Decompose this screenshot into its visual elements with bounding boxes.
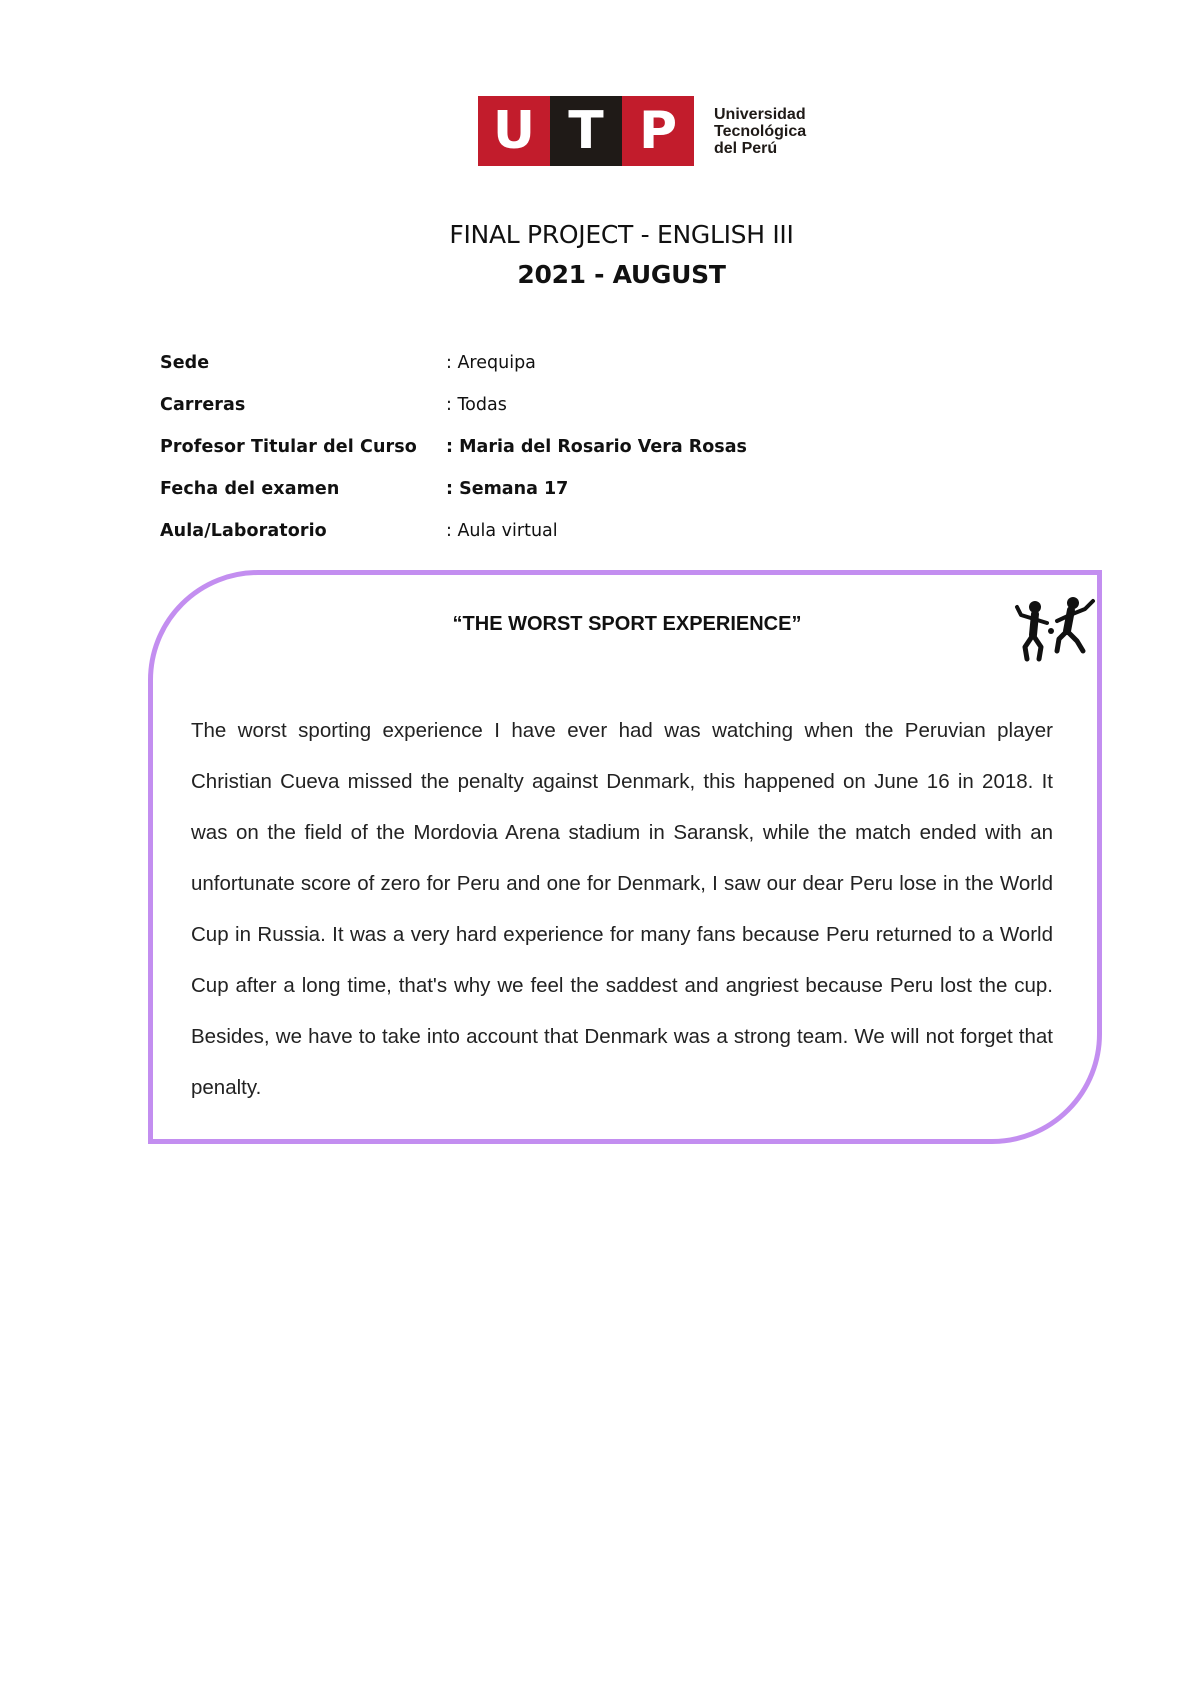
info-row-profesor	[160, 426, 860, 468]
logo-university-name	[714, 106, 806, 157]
logo-letter-p: P	[622, 96, 694, 166]
soccer-players-icon	[1013, 595, 1097, 665]
info-label: Profesor Titular del Curso	[160, 437, 417, 457]
info-label: Sede	[160, 353, 210, 373]
info-row-sede	[160, 342, 860, 384]
logo-name-line-1: Universidad	[714, 105, 806, 123]
info-row-fecha	[160, 468, 860, 510]
info-value: : Semana 17	[446, 479, 569, 499]
logo-name-line-2: Tecnológica	[714, 122, 807, 140]
info-value: : Todas	[446, 395, 507, 415]
logo-letter-t: T	[550, 96, 622, 166]
info-value: : Maria del Rosario Vera Rosas	[446, 437, 747, 457]
info-label: Carreras	[160, 395, 246, 415]
info-label: Aula/Laboratorio	[160, 521, 327, 541]
logo-letter-u: U	[478, 96, 550, 166]
essay-frame	[148, 570, 1102, 1144]
info-row-carreras	[160, 384, 860, 426]
info-value: : Aula virtual	[446, 521, 558, 541]
document-subtitle: 2021 - AUGUST	[517, 260, 726, 289]
logo-name-line-3: del Perú	[714, 139, 778, 157]
utp-logo	[478, 96, 806, 166]
exam-info-table	[160, 342, 860, 552]
document-title: FINAL PROJECT - ENGLISH III	[449, 220, 794, 249]
essay-body: The worst sporting experience I have ever had was watching when the Peruvian player Christian Cueva missed the penalty against Denmark, this happened on June 16 in 2018. It was on the field of the Mordovia Arena stadium in Saransk, while the match ended with an unfortunate score of zero for Peru and one for Denmark, I saw our dear Peru lose in the World Cup in Russia. It was a very hard experience for many fans because Peru returned to a World Cup after a long time, that's why we feel the saddest and angriest because Peru lost the cup. Besides, we have to take into account that Denmark was a strong team. We will not forget that penalty.	[191, 719, 1053, 1099]
logo-letter-blocks	[478, 96, 694, 166]
info-value: : Arequipa	[446, 353, 536, 373]
essay-title: “THE WORST SPORT EXPERIENCE”	[452, 613, 802, 635]
info-row-aula	[160, 510, 860, 552]
info-label: Fecha del examen	[160, 479, 340, 499]
